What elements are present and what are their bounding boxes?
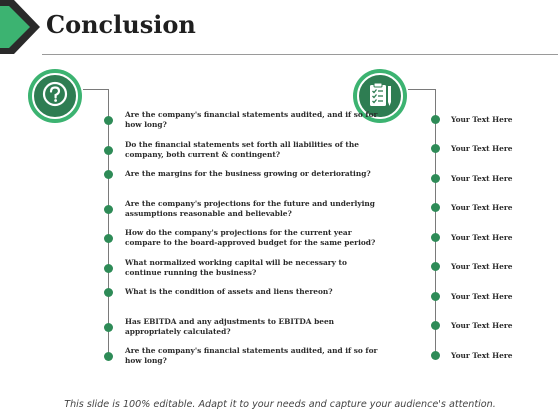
answer-text: Your Text Here bbox=[451, 351, 513, 360]
list-item bbox=[104, 110, 384, 130]
list-item bbox=[431, 115, 551, 124]
list-item bbox=[431, 351, 551, 360]
answer-text: Your Text Here bbox=[451, 262, 513, 271]
bullet-dot bbox=[431, 174, 440, 183]
answer-text: Your Text Here bbox=[451, 321, 513, 330]
bullet-dot bbox=[104, 234, 113, 243]
list-item bbox=[104, 258, 384, 278]
question-mark-icon bbox=[27, 68, 83, 124]
bullet-dot bbox=[431, 351, 440, 360]
question-text: Has EBITDA and any adjustments to EBITDA been appropriately calculated? bbox=[125, 317, 335, 336]
list-item bbox=[104, 287, 384, 297]
bullet-dot bbox=[431, 321, 440, 330]
list-item bbox=[431, 144, 551, 153]
list-item bbox=[431, 292, 551, 301]
bullet-dot bbox=[104, 352, 113, 361]
bullet-dot bbox=[104, 116, 113, 125]
list-item bbox=[104, 199, 384, 219]
list-item bbox=[104, 169, 384, 179]
bullet-dot bbox=[104, 288, 113, 297]
left-connector-horizontal bbox=[83, 89, 109, 90]
list-item bbox=[431, 233, 551, 242]
list-item bbox=[104, 317, 384, 337]
list-item bbox=[431, 174, 551, 183]
bullet-dot bbox=[104, 205, 113, 214]
list-item bbox=[431, 321, 551, 330]
question-text: What is the condition of assets and liens thereon? bbox=[125, 287, 333, 296]
header-arrow-decoration bbox=[0, 0, 44, 54]
bullet-dot bbox=[431, 144, 440, 153]
question-text: Do the financial statements set forth all liabilities of the company, both current & contingent? bbox=[125, 140, 359, 159]
bullet-dot bbox=[431, 233, 440, 242]
bullet-dot bbox=[104, 323, 113, 332]
question-text: Are the company's financial statements audited, and if so for how long? bbox=[125, 346, 378, 365]
question-text: Are the margins for the business growing or deteriorating? bbox=[125, 169, 371, 178]
list-item bbox=[104, 346, 384, 366]
question-text: Are the company's projections for the future and underlying assumptions reasonable and believable? bbox=[125, 199, 375, 218]
bullet-dot bbox=[431, 292, 440, 301]
answer-text: Your Text Here bbox=[451, 115, 513, 124]
bullet-dot bbox=[431, 262, 440, 271]
footer-note: This slide is 100% editable. Adapt it to your needs and capture your audience's attention. bbox=[64, 399, 496, 410]
right-connector-vertical bbox=[435, 89, 436, 357]
list-item bbox=[104, 140, 384, 160]
question-text: Are the company's financial statements audited, and if so for how long? bbox=[125, 110, 378, 129]
bullet-dot bbox=[431, 115, 440, 124]
list-item bbox=[104, 228, 384, 248]
answer-text: Your Text Here bbox=[451, 292, 513, 301]
answer-text: Your Text Here bbox=[451, 144, 513, 153]
answer-text: Your Text Here bbox=[451, 174, 513, 183]
title-divider bbox=[42, 54, 558, 55]
right-connector-horizontal bbox=[408, 89, 436, 90]
bullet-dot bbox=[104, 264, 113, 273]
answer-text: Your Text Here bbox=[451, 233, 513, 242]
page-title: Conclusion bbox=[46, 10, 196, 39]
list-item bbox=[431, 203, 551, 212]
question-text: What normalized working capital will be necessary to continue running the business? bbox=[125, 258, 347, 277]
bullet-dot bbox=[431, 203, 440, 212]
list-item bbox=[431, 262, 551, 271]
answer-text: Your Text Here bbox=[451, 203, 513, 212]
bullet-dot bbox=[104, 146, 113, 155]
bullet-dot bbox=[104, 170, 113, 179]
question-text: How do the company's projections for the current year compare to the board-approved budget for the same period? bbox=[125, 228, 376, 247]
